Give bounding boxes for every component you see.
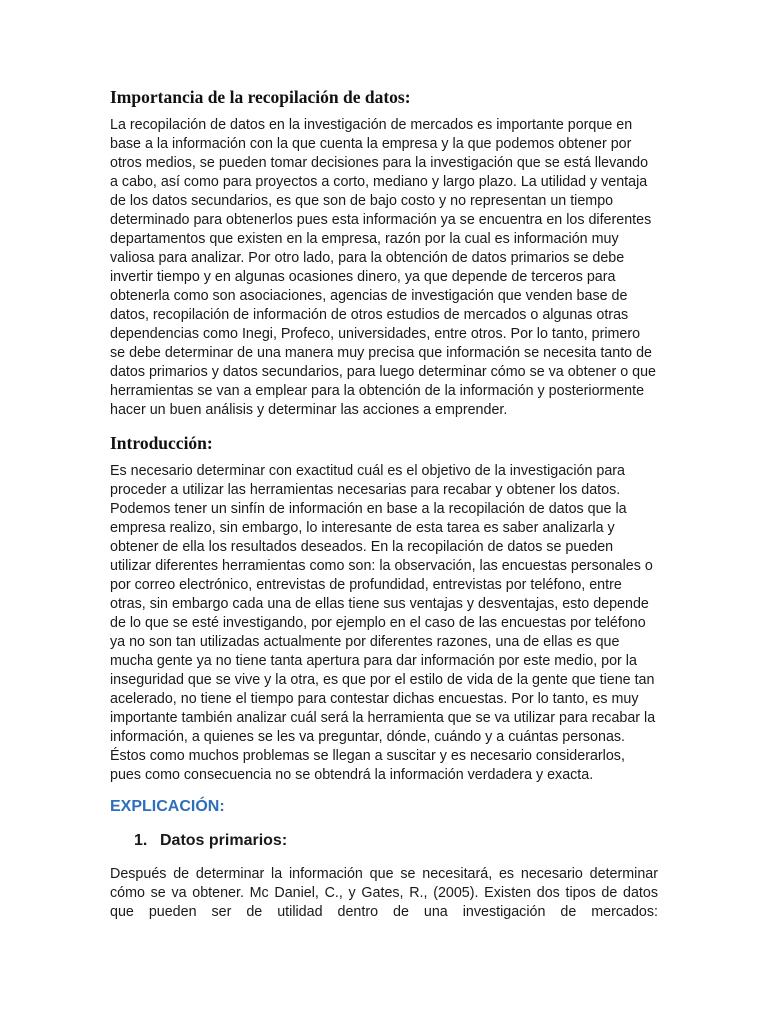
section-heading-introduccion: Introducción: — [110, 433, 213, 453]
paragraph-importancia: La recopilación de datos en la investigación de mercados es importante porque en base a la información con la que cuenta la empresa y la que podemos obtener por otros medios, se pueden tomar decisiones para la investigación que se está llevando a cabo, así como para proyectos a corto, mediano y largo plazo. La utilidad y ventaja de los datos secundarios, es que son de bajo costo y no representan un tiempo determinado para obtenerlos pues esta información ya se encuentra en los diferentes departamentos que existen en la empresa, razón por la cual es información muy valiosa para analizar. Por otro lado, para la obtención de datos primarios se debe invertir tiempo y en algunas ocasiones dinero, ya que depende de terceros para obtenerla como son asociaciones, agencias de investigación que venden base de datos, recopilación de información de otros estudios de mercados o algunas otras dependencias como Inegi, Profeco, universidades, entre otros. Por lo tanto, primero se debe determinar de una manera muy precisa que información se necesita tanto de datos primarios y datos secundarios, para luego determinar cómo se va obtener o que herramientas se van a emplear para la obtención de la información y posteriormente hacer un buen análisis y determinar las acciones a emprender. — [110, 117, 656, 418]
paragraph-introduccion: Es necesario determinar con exactitud cuál es el objetivo de la investigación para proceder a utilizar las herramientas necesarias para recabar y obtener los datos. Podemos tener un sinfín de información en base a la recopilación de datos que la empresa realizo, sin embargo, lo interesante de esta tarea es saber analizarla y obtener de ella los resultados deseados. En la recopilación de datos se pueden utilizar diferentes herramientas como son: la observación, las encuestas personales o por correo electrónico, entrevistas de profundidad, entrevistas por teléfono, entre otras, sin embargo cada una de ellas tiene sus ventajas y desventajas, esto depende de lo que se esté investigando, por ejemplo en el caso de las encuestas por teléfono ya no son tan utilizadas actualmente por diferentes razones, una de ellas es que mucha gente ya no tiene tanta apertura para dar información por este medio, por la inseguridad que se vive y la otra, es que por el estilo de vida de la gente que tiene tan acelerado, no tiene el tiempo para contestar dichas encuestas. Por lo tanto, es muy importante también analizar cuál será la herramienta que se va utilizar para recabar la información, a quienes se les va preguntar, dónde, cuándo y a cuántas personas. Éstos como muchos problemas se llegan a suscitar y es necesario considerarlos, pues como consecuencia no se obtendrá la información verdadera y exacta. — [110, 463, 656, 783]
list-item-title: Datos primarios: — [160, 832, 288, 849]
section-heading-explicacion: EXPLICACIÓN: — [110, 798, 225, 815]
list-number: 1. — [134, 832, 148, 849]
paragraph-datos-primarios: Después de determinar la información que se necesitará, es necesario determinar cómo se va obtener. Mc Daniel, C., y Gates, R., (2005). Existen dos tipos de datos que pueden ser de utilidad dentro de una investigación de mercados: — [110, 866, 658, 920]
section-heading-importancia: Importancia de la recopilación de datos: — [110, 87, 411, 107]
numbered-heading-datos-primarios — [134, 831, 658, 851]
